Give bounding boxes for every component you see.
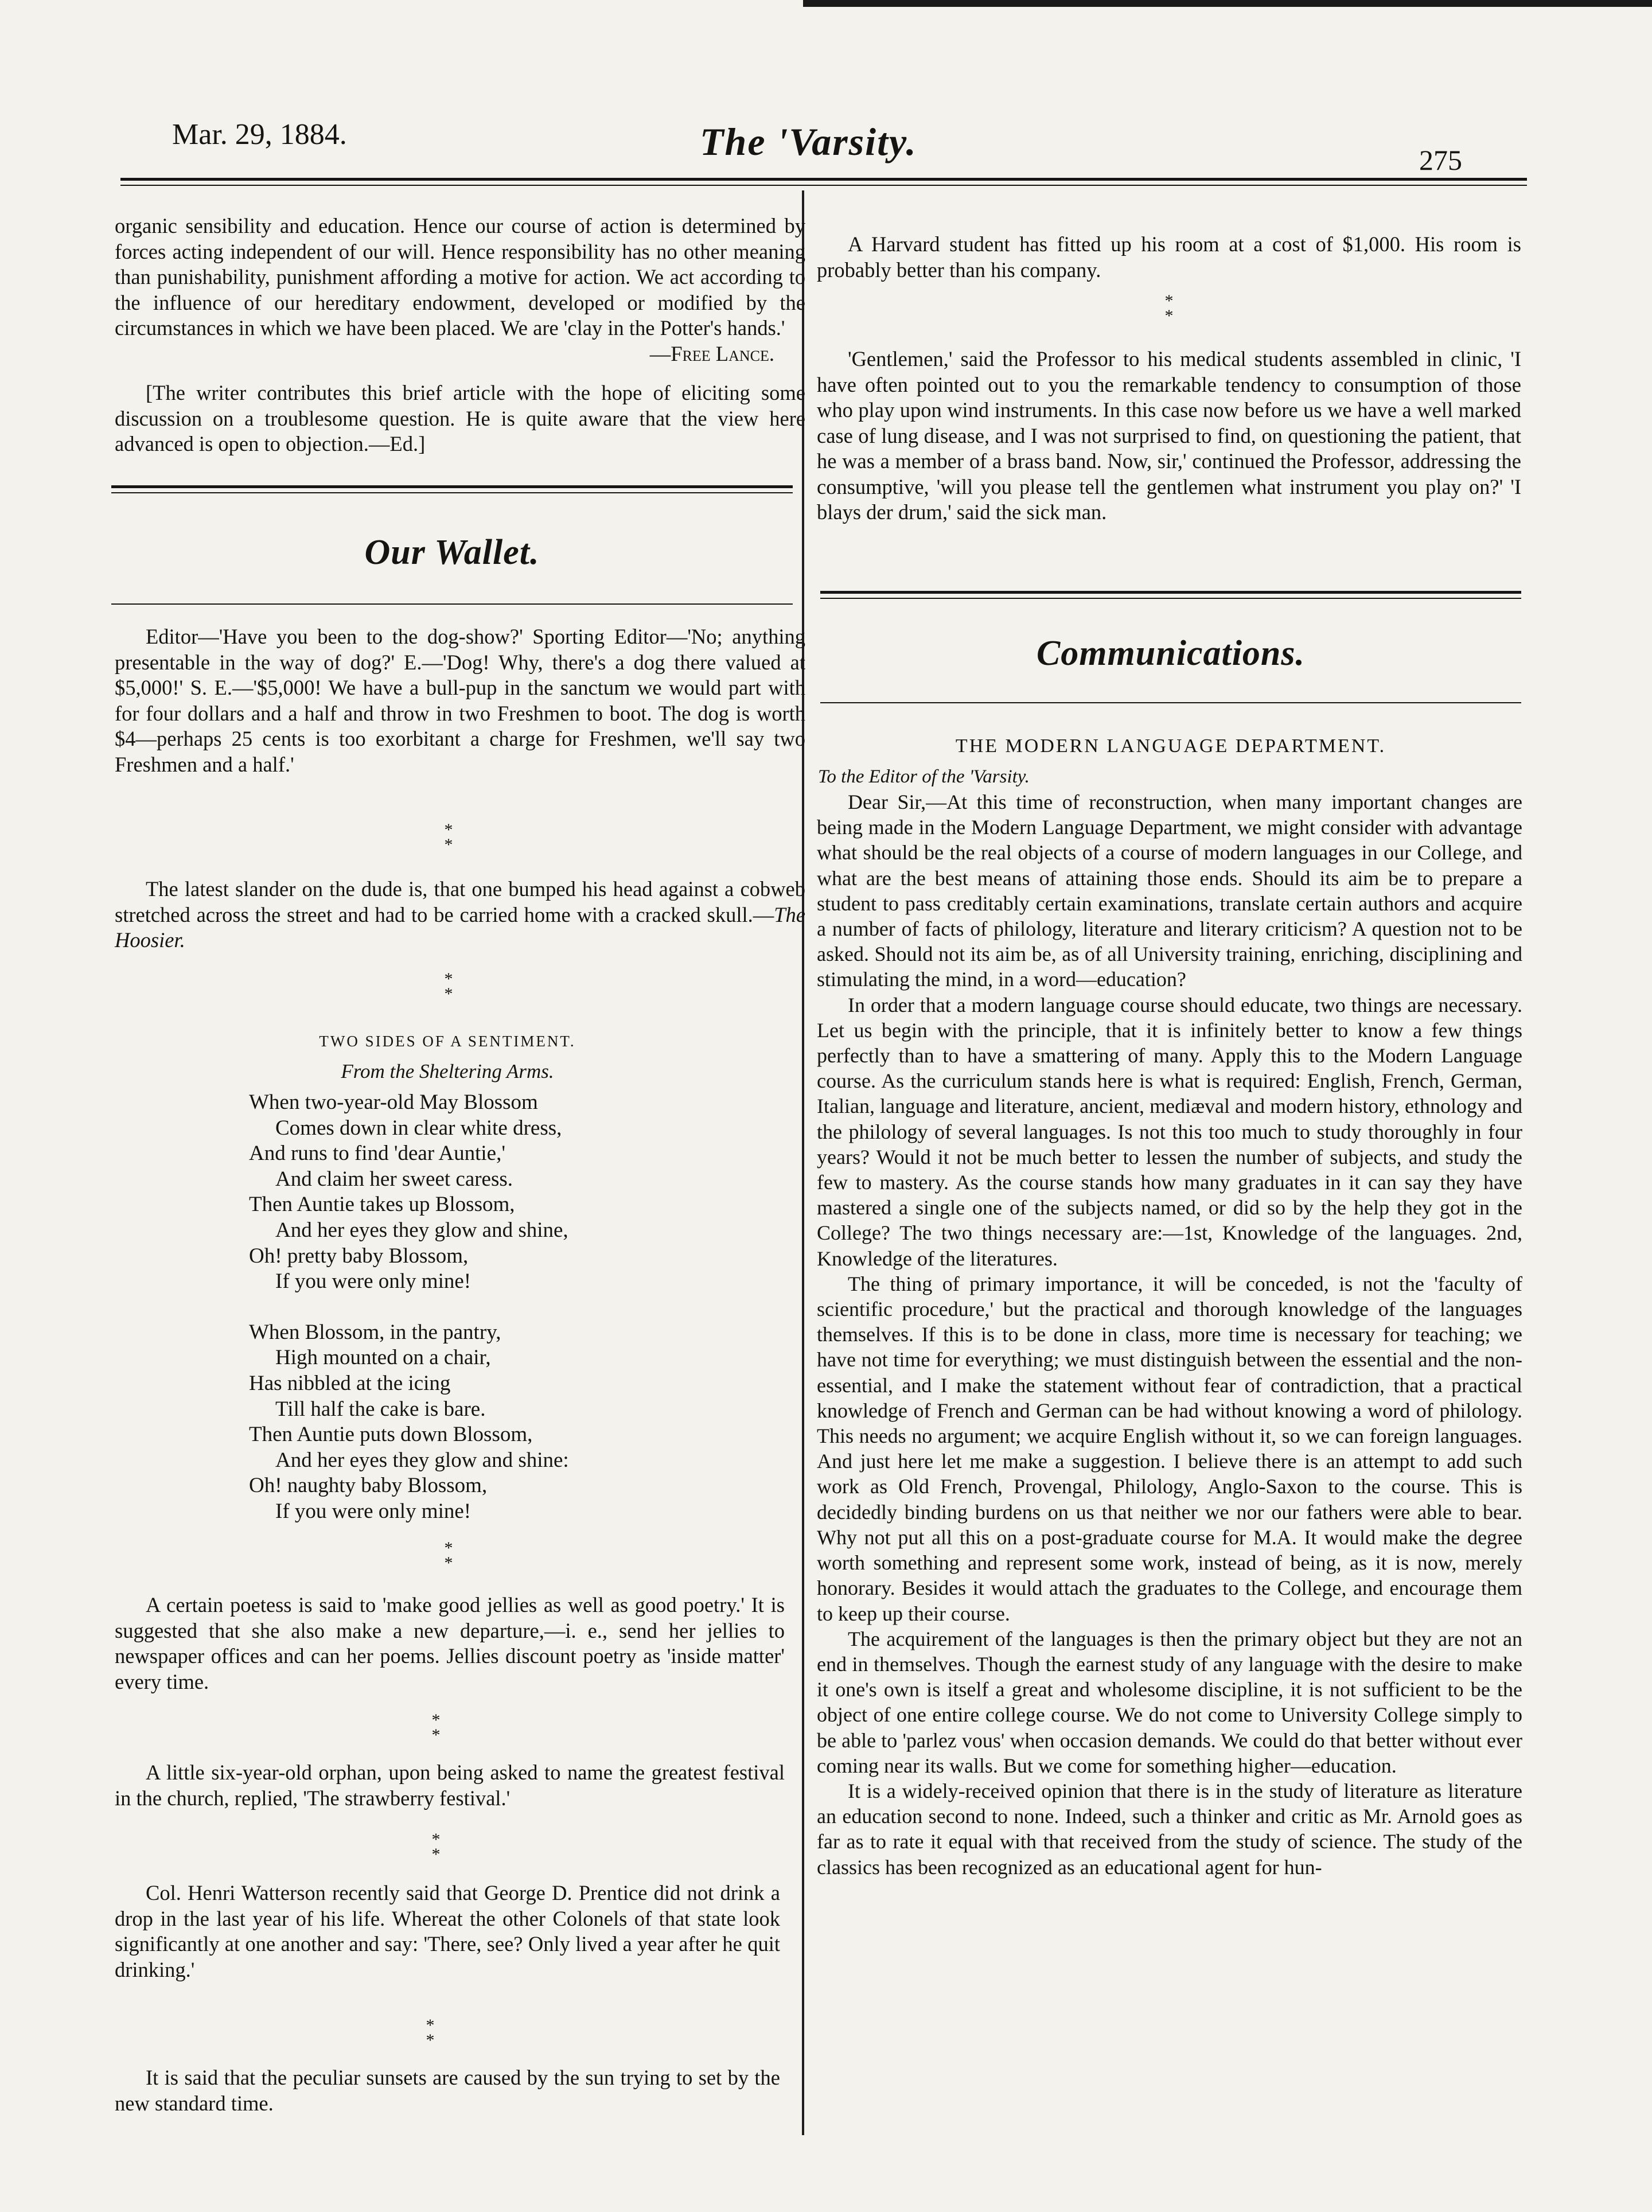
byline-signature: —Free Lance.: [649, 341, 774, 365]
wallet-item-5: [115, 1880, 780, 1983]
asterism-ornament: * *: [444, 820, 453, 854]
asterism-ornament: * *: [426, 2016, 435, 2050]
asterism-ornament: * *: [431, 1830, 441, 1864]
poem-line: If you were only mine!: [275, 1269, 472, 1294]
article-paragraph: In order that a modern language course should educate, two things are necessary. Let us begin with the principle, that it is infinitely better to know a few things perfectly than to have a smattering of many. Apply this to the Modern Language course. As the curriculum stands here is what is required: English, French, German, Italian, language and literature, ancient, mediæval and modern history, ethnology and the philology of several languages. Is not this too much to study thoroughly in four years? Would it not be much better to lessen the number of subjects, and study the few to mastery. As the course stands how many graduates in it can say they have mastered a single one of the subjects named, or did so by the help they got in the College? The two things necessary are:—1st, Knowledge of the languages. 2nd, Knowledge of the literatures.: [817, 993, 1522, 1270]
poem-line: And claim her sweet caress.: [275, 1167, 513, 1191]
poem-line: Then Auntie puts down Blossom,: [249, 1423, 533, 1447]
article-paragraph: The acquirement of the languages is then the primary object but they are not an end in themselves. Though the earnest study of any language with the desire to make it one's own is itself a great and wholesome discipline, it is not sufficient to be the object of one entire college course. We do not come to University College simply to be able to 'parlez vous' when occasion demands. We could do that better without ever coming near its walls. But we come for something higher—education.: [817, 1627, 1522, 1777]
asterism-ornament: * *: [431, 1711, 441, 1744]
top-edge-strip: [803, 0, 1652, 7]
section-title-underline: [111, 603, 793, 605]
wallet-item-6: [115, 2065, 780, 2116]
poem-line: Till half the cake is bare.: [275, 1397, 486, 1421]
header-rule: [120, 178, 1527, 181]
article-paragraph: Dear Sir,—At this time of reconstruction, when many important changes are being made in the Modern Language Department, we might consider with advantage what should be the real objects of a course of modern languages in our College, and what are the best means of attaining those ends. Should its aim be to prepare a student to pass creditably certain examinations, translate certain authors and acquire a number of facts of philology, literature and literary criticism? A question not to be asked. Should not its aim be, as of all University training, enriching, disciplining and stimulating the mind, in a word—education?: [817, 790, 1522, 991]
article-title: THE MODERN LANGUAGE DEPARTMENT.: [955, 735, 1386, 757]
watterson-item: Col. Henri Watterson recently said that George D. Prentice did not drink a drop in the last year of his life. Whereat the other Colonels of that state look significantly at one another and say: 'There, see? Only lived a year after he quit drinking.': [115, 1881, 780, 1981]
asterism-ornament: * *: [444, 1539, 453, 1572]
dude-item-source: The Hoosier.: [115, 902, 805, 952]
poem-source: From the Sheltering Arms.: [341, 1060, 554, 1082]
article-address: To the Editor of the 'Varsity.: [818, 766, 1030, 787]
poem-line: And runs to find 'dear Auntie,': [249, 1142, 505, 1166]
poem-line: Comes down in clear white dress,: [275, 1116, 562, 1140]
issue-date: Mar. 29, 1884.: [172, 118, 347, 151]
sunsets-item: It is said that the peculiar sunsets are caused by the sun trying to set by the new standard time.: [115, 2066, 780, 2115]
dog-show-item: Editor—'Have you been to the dog-show?' Sporting Editor—'No; anything presentable in the way of dog?' E.—'Dog! Why, there's a dog there valued at $5,000!' S. E.—'$5,000! We have a bull-pup in the sanctum we would part with for four dollars and a half and throw in two Freshmen to boot. The dog is worth $4—perhaps 25 cents is too exorbitant a charge for Freshmen, we'll say two Freshmen and a half.': [115, 625, 805, 776]
dude-item: The latest slander on the dude is, that one bumped his head against a cobweb stretched across the street and had to be carried home with a cracked skull.—: [115, 877, 805, 926]
poem-line: When two-year-old May Blossom: [249, 1091, 538, 1114]
poem-line: Oh! naughty baby Blossom,: [249, 1474, 488, 1498]
poem-title: TWO SIDES OF A SENTIMENT.: [319, 1033, 576, 1050]
section-title-our-wallet: Our Wallet.: [364, 533, 540, 572]
poem-line: Has nibbled at the icing: [249, 1371, 451, 1395]
section-title-communications: Communications.: [1036, 634, 1306, 673]
editor-note: [The writer contributes this brief article with the hope of eliciting some discussion on a troublesome question. He is quite aware that the view here advanced is open to objection.—Ed.]: [115, 381, 805, 455]
page-number: 275: [1419, 144, 1462, 176]
poem-line: When Blossom, in the pantry,: [249, 1320, 501, 1344]
article-continuation: organic sensibility and education. Hence our course of action is determined by forces acting independent of our will. Hence responsibility has no other meaning than punishability, punishment affording a motive for action. We act according to the influence of our hereditary endowment, developed or modified by the circumstances in which we have been placed. We are 'clay in the Potter's hands.': [115, 214, 805, 340]
asterism-ornament: * *: [444, 969, 453, 1003]
harvard-item: A Harvard student has fitted up his room at a cost of $1,000. His room is probably better than his company.: [817, 232, 1521, 282]
article-paragraph: The thing of primary importance, it will be conceded, is not the 'faculty of scientific procedure,' but the practical and thorough knowledge of the languages themselves. If this is to be done in class, more time is necessary for teaching; we have not time for everything; we must distinguish between the essential and the non-essential, and I make the statement without fear of contradiction, that a practical knowledge of French and German can be had without knowing a word of philology. This needs no argument; we acquire English without it, so we can foreign languages. And just here let me make a suggestion. I believe there is an attempt to add such work as Old French, Provengal, Philology, Anglo-Saxon to the course. This is decidedly binding burdens on us that neither we nor our fathers were able to bear. Why not put all this on a post-graduate course for M.A. It would make the degree worth something and represent some work, instead of being, as it is now, merely honorary. Besides it would attach the graduates to the College, and encourage them to keep up their course.: [817, 1272, 1522, 1625]
poem-line: And her eyes they glow and shine,: [275, 1218, 568, 1242]
poem-line: Oh! pretty baby Blossom,: [249, 1244, 469, 1268]
section-rule: [820, 591, 1521, 594]
modern-language-article: [817, 789, 1522, 1880]
poem-line: If you were only mine!: [275, 1499, 472, 1523]
right-item-2: [817, 346, 1521, 525]
poem-line: High mounted on a chair,: [275, 1346, 491, 1370]
poem-body: [249, 1090, 765, 1525]
section-rule: [111, 485, 793, 488]
orphan-item: A little six-year-old orphan, upon being asked to name the greatest festival in the church, replied, 'The strawberry festival.': [115, 1761, 785, 1810]
poem-line: And her eyes they glow and shine:: [275, 1448, 569, 1472]
left-col-top: [115, 213, 805, 457]
poem-line: Then Auntie takes up Blossom,: [249, 1193, 515, 1217]
masthead-title: The 'Varsity.: [700, 120, 917, 163]
section-title-underline: [820, 702, 1521, 703]
header-rule-thin: [120, 185, 1527, 186]
column-divider: [802, 190, 804, 2135]
wallet-item-1: [115, 624, 805, 777]
article-paragraph: It is a widely-received opinion that there is in the study of literature as literature an education second to none. Indeed, such a thinker and critic as Mr. Arnold goes as far as to rate it equal with that received from the study of science. The study of the classics has been recognized as an educational agent for hun-: [817, 1779, 1522, 1879]
wallet-item-3: [115, 1592, 785, 1695]
section-rule-thin: [820, 598, 1521, 599]
poetess-item: A certain poetess is said to 'make good jellies as well as good poetry.' It is suggested that she also make a new departure,—i. e., send her jellies to newspaper offices and can her poems. Jellies discount poetry as 'inside matter' every time.: [115, 1593, 785, 1693]
right-item-1: [817, 232, 1521, 283]
asterism-ornament: * *: [1164, 291, 1174, 325]
wallet-item-2: [115, 877, 805, 953]
professor-item: 'Gentlemen,' said the Professor to his medical students assembled in clinic, 'I have often pointed out to you the remarkable tendency to consumption of those who play upon wind instruments. In this case now before us we have a well marked case of lung disease, and I was not surprised to find, on questioning the patient, that he was a member of a brass band. Now, sir,' continued the Professor, addressing the consumptive, 'will you please tell the gentlemen what instrument you play on?' 'I blays der drum,' said the sick man.: [817, 347, 1521, 524]
wallet-item-4: [115, 1760, 785, 1811]
section-rule-thin: [111, 492, 793, 493]
